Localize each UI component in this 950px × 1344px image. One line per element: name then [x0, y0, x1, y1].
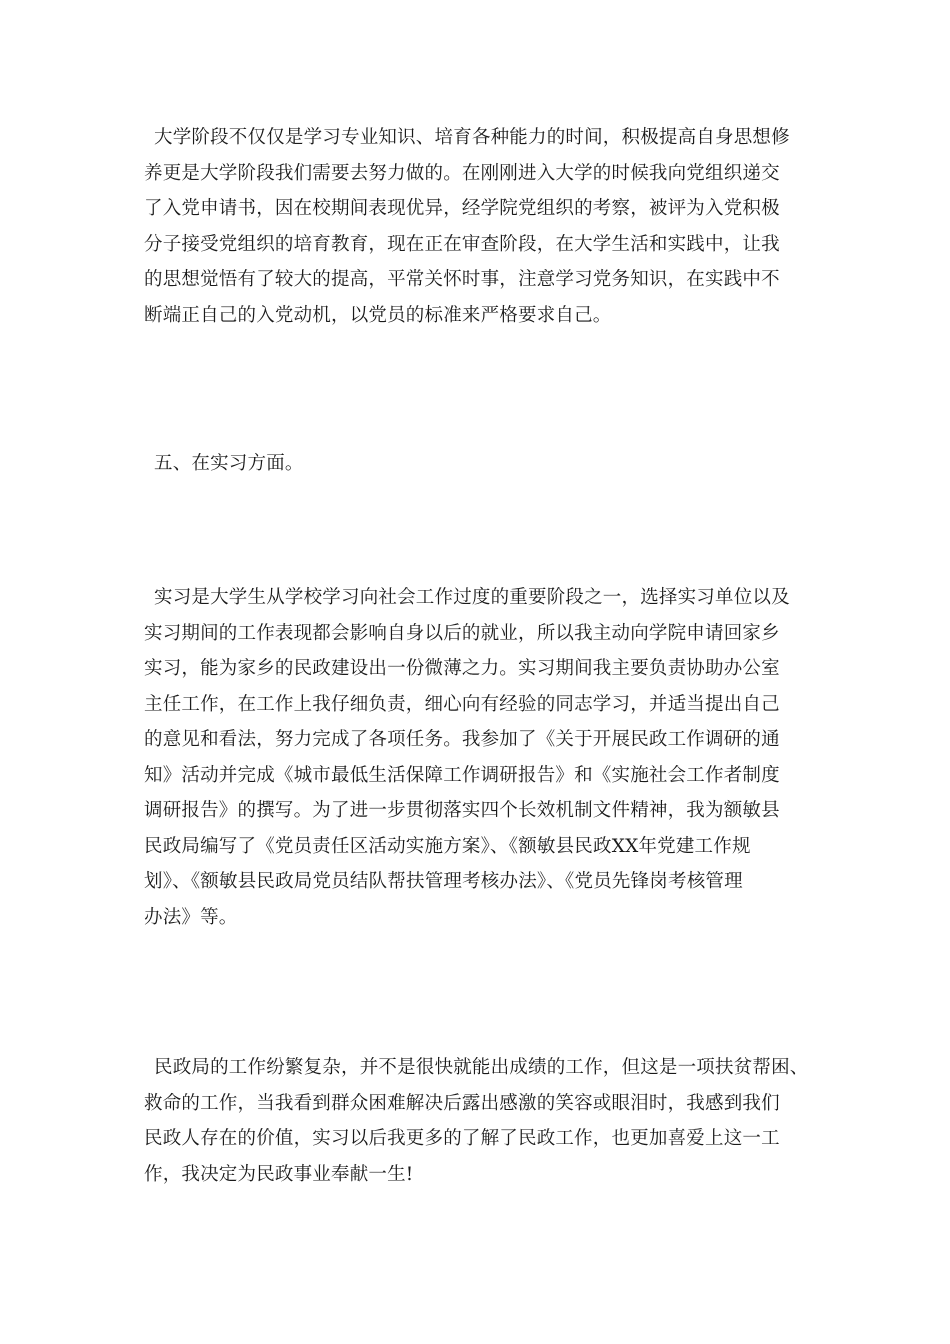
paragraph-line: 养更是大学阶段我们需要去努力做的。在刚刚进入大学的时候我向党组织递交	[144, 162, 780, 184]
paragraph-line: 实习是大学生从学校学习向社会工作过度的重要阶段之一，选择实习单位以及	[154, 587, 790, 608]
paragraph-line: 的意见和看法，努力完成了各项任务。我参加了《关于开展民政工作调研的通	[144, 729, 780, 750]
paragraph-party-membership	[144, 120, 810, 333]
paragraph-line: 实习，能为家乡的民政建设出一份微薄之力。实习期间我主要负责协助办公室	[144, 658, 780, 679]
paragraph-line: 大学阶段不仅仅是学习专业知识、培育各种能力的时间，积极提高自身思想修	[154, 127, 790, 148]
paragraph-line: 救命的工作，当我看到群众困难解决后露出感激的笑容或眼泪时，我感到我们	[144, 1092, 780, 1114]
paragraph-internship	[144, 580, 810, 935]
paragraph-line: 作，我决定为民政事业奉献一生!	[144, 1163, 414, 1185]
paragraph-line: 实习期间的工作表现都会影响自身以后的就业，所以我主动向学院申请回家乡	[144, 622, 780, 644]
paragraph-line: 的思想觉悟有了较大的提高，平常关怀时事，注意学习党务知识，在实践中不	[144, 269, 780, 290]
section-heading-text: 五、在实习方面。	[154, 453, 304, 474]
paragraph-line: 分子接受党组织的培育教育，现在正在审查阶段，在大学生活和实践中，让我	[144, 233, 780, 255]
paragraph-line: 划》、《额敏县民政局党员结队帮扶管理考核办法》、《党员先锋岗考核管理	[144, 871, 743, 892]
paragraph-line: 民政局的工作纷繁复杂，并不是很快就能出成绩的工作，但这是一项扶贫帮困、	[154, 1057, 809, 1078]
paragraph-line: 民政局编写了《党员责任区活动实施方案》、《额敏县民政XX年党建工作规	[144, 835, 751, 857]
paragraph-line: 了入党申请书，因在校期间表现优异，经学院党组织的考察，被评为入党积极	[144, 198, 780, 219]
paragraph-civil-affairs	[144, 1050, 810, 1192]
paragraph-line: 调研报告》的撰写。为了进一步贯彻落实四个长效机制文件精神，我为额敏县	[144, 800, 780, 821]
paragraph-line: 民政人存在的价值，实习以后我更多的了解了民政工作，也更加喜爱上这一工	[144, 1128, 780, 1149]
paragraph-line: 断端正自己的入党动机，以党员的标准来严格要求自己。	[144, 304, 612, 326]
paragraph-line: 主任工作，在工作上我仔细负责，细心向有经验的同志学习，并适当提出自己	[144, 693, 780, 715]
paragraph-line: 办法》等。	[144, 906, 238, 928]
section-heading	[144, 446, 810, 482]
paragraph-line: 知》活动并完成《城市最低生活保障工作调研报告》和《实施社会工作者制度	[144, 764, 780, 786]
